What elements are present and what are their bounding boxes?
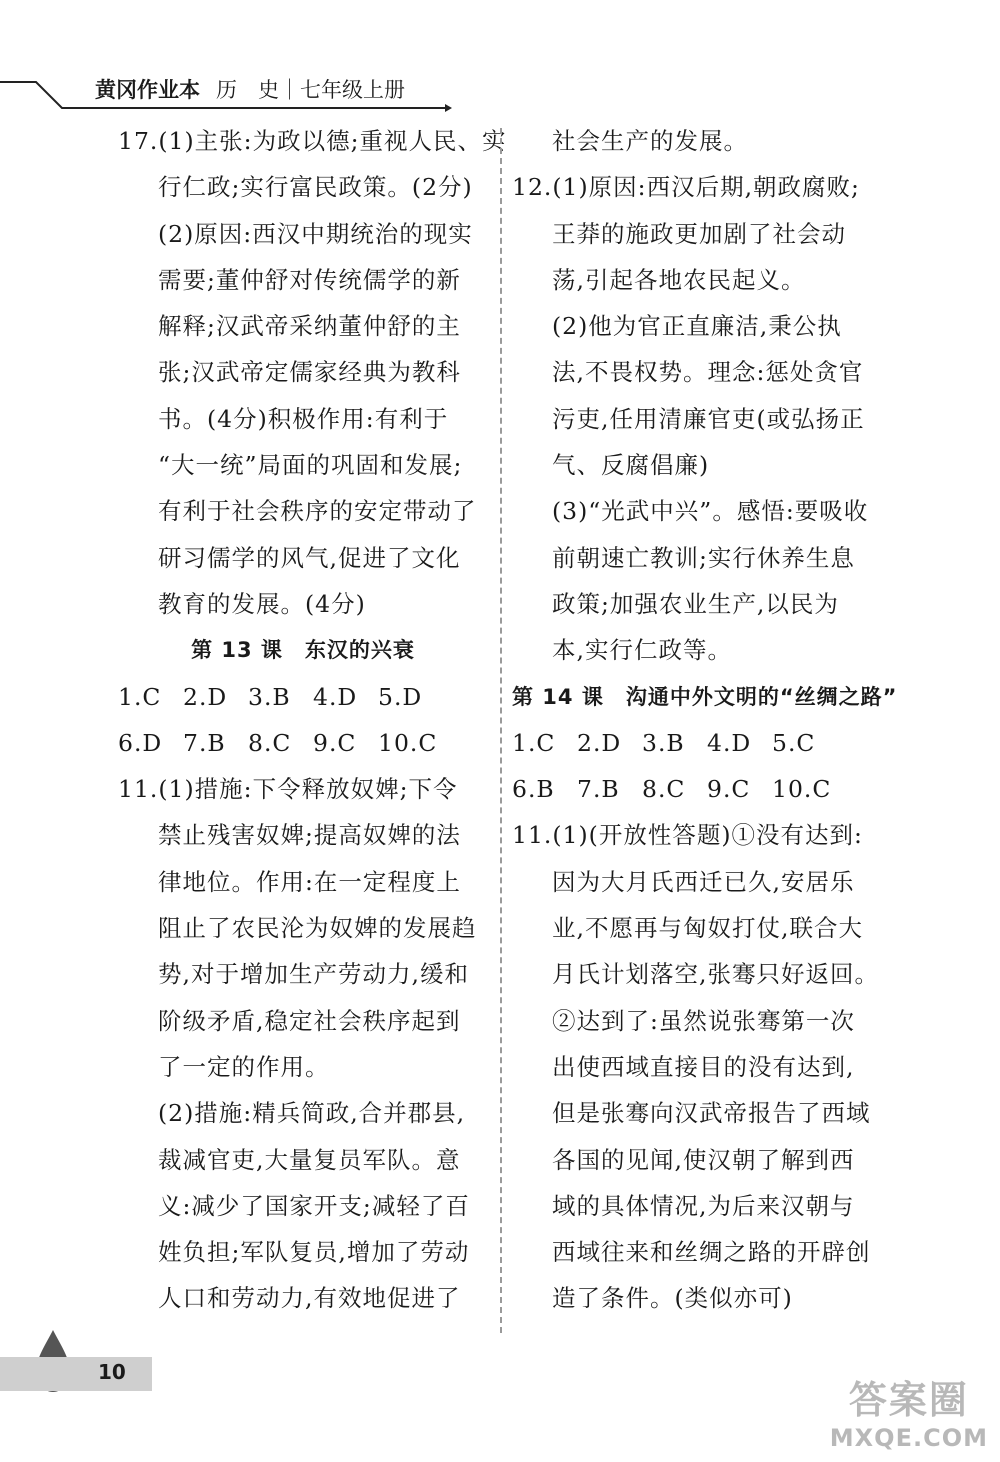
page-number: 10 xyxy=(98,1360,126,1384)
answer-line: 出使西域直接目的没有达到, xyxy=(552,1052,855,1081)
choice-answer: 3.B xyxy=(248,682,291,711)
choice-answer: 4.D xyxy=(313,682,358,711)
answer-line: 教育的发展。(4分) xyxy=(158,589,366,618)
answer-line: 研习儒学的风气,促进了文化 xyxy=(158,543,461,572)
choice-answers-row xyxy=(512,720,894,766)
choice-answer: 6.B xyxy=(512,775,555,804)
watermark-url: MXQE.COM xyxy=(829,1424,988,1452)
answer-line: 禁止残害奴婢;提高奴婢的法 xyxy=(158,821,461,850)
lesson-title: 东汉的兴衰 xyxy=(304,638,415,663)
choice-answer: 8.C xyxy=(642,775,686,804)
answer-line: 阶级矛盾,稳定社会秩序起到 xyxy=(158,1006,461,1035)
choice-answer: 10.C xyxy=(772,775,832,804)
answer-line: (2)他为官正直廉洁,秉公执 xyxy=(552,312,842,341)
choice-answers-row xyxy=(118,674,488,720)
choice-answer: 5.D xyxy=(378,682,423,711)
choice-answer: 9.C xyxy=(707,775,751,804)
answer-line: ②达到了:虽然说张骞第一次 xyxy=(552,1006,855,1035)
choice-answer: 9.C xyxy=(313,728,357,757)
choice-answer: 3.B xyxy=(642,728,685,757)
answer-line: 因为大月氏西迁已久,安居乐 xyxy=(552,867,855,896)
left-column xyxy=(118,118,507,1322)
answer-line: 书。(4分)积极作用:有利于 xyxy=(158,404,449,433)
answer-line: 义:减少了国家开支;减轻了百 xyxy=(158,1191,470,1220)
answer-line: 业,不愿再与匈奴打仗,联合大 xyxy=(552,914,863,943)
answer-line: 阻止了农民沦为奴婢的发展趋 xyxy=(158,914,477,943)
answer-line: 有利于社会秩序的安定带动了 xyxy=(158,497,477,526)
answer-line: 社会生产的发展。 xyxy=(552,127,748,155)
choice-answer: 2.D xyxy=(577,728,622,757)
right-column xyxy=(512,118,898,1322)
header-title xyxy=(95,74,405,104)
answer-line: 11.(1)措施:下令释放奴婢;下令 xyxy=(118,775,458,804)
choice-answer: 1.C xyxy=(118,682,162,711)
answer-line: 裁减官吏,大量复员军队。意 xyxy=(158,1145,461,1174)
lesson-heading xyxy=(118,627,488,673)
footer-bar xyxy=(0,1357,152,1391)
choice-answer: 7.B xyxy=(577,775,620,804)
watermark xyxy=(830,1369,988,1452)
answer-line: 造了条件。(类似亦可) xyxy=(552,1284,793,1313)
answer-line: 前朝速亡教训;实行休养生息 xyxy=(552,543,855,572)
answer-line: 张;汉武帝定儒家经典为教科 xyxy=(158,358,461,387)
answer-line: “大一统”局面的巩固和发展; xyxy=(158,451,463,480)
header-subject: 历 史｜七年级上册 xyxy=(216,78,405,102)
watermark-logo: 答案圈 xyxy=(848,1378,969,1422)
answer-line: 气、反腐倡廉) xyxy=(552,451,710,480)
answer-line: 政策;加强农业生产,以民为 xyxy=(552,589,839,618)
answer-line: 污吏,任用清廉官吏(或弘扬正 xyxy=(552,404,865,433)
answer-line: (2)原因:西汉中期统治的现实 xyxy=(158,219,473,248)
answer-line: 17.(1)主张:为政以德;重视人民、实 xyxy=(118,127,507,155)
lesson-number: 第 13 课 xyxy=(191,638,283,663)
answer-line: 各国的见闻,使汉朝了解到西 xyxy=(552,1145,855,1174)
choice-answer: 5.C xyxy=(772,728,816,757)
choice-answer: 7.B xyxy=(183,728,226,757)
lesson-title: 沟通中外文明的“丝绸之路” xyxy=(625,684,898,709)
answer-line: 王莽的施政更加剧了社会动 xyxy=(552,219,846,248)
answer-line: 需要;董仲舒对传统儒学的新 xyxy=(158,265,461,294)
answer-line: 本,实行仁政等。 xyxy=(552,636,732,665)
answer-line: 11.(1)(开放性答题)①没有达到: xyxy=(512,821,863,850)
answer-line: (3)“光武中兴”。感悟:要吸收 xyxy=(552,497,869,526)
answer-line: 荡,引起各地农民起义。 xyxy=(552,265,806,294)
answer-line: 月氏计划落空,张骞只好返回。 xyxy=(552,960,879,989)
choice-answer: 8.C xyxy=(248,728,292,757)
answer-line: 西域往来和丝绸之路的开辟创 xyxy=(552,1238,871,1267)
column-divider xyxy=(500,128,502,1333)
answer-line: 了一定的作用。 xyxy=(158,1052,330,1081)
choice-answer: 4.D xyxy=(707,728,752,757)
answer-line: 律地位。作用:在一定程度上 xyxy=(158,867,461,896)
choice-answer: 10.C xyxy=(378,728,438,757)
lesson-heading xyxy=(512,674,898,720)
answer-line: 但是张骞向汉武帝报告了西域 xyxy=(552,1099,871,1128)
answer-line: 法,不畏权势。理念:惩处贪官 xyxy=(552,358,864,387)
header-brand: 黄冈作业本 xyxy=(95,78,200,102)
choice-answer: 2.D xyxy=(183,682,228,711)
lesson-number: 第 14 课 xyxy=(512,684,604,709)
answer-line: 12.(1)原因:西汉后期,朝政腐败; xyxy=(512,173,860,202)
answer-line: 姓负担;军队复员,增加了劳动 xyxy=(158,1238,470,1267)
choice-answers-row xyxy=(512,766,894,812)
answer-line: 解释;汉武帝采纳董仲舒的主 xyxy=(158,312,461,341)
choice-answer: 1.C xyxy=(512,728,556,757)
answer-line: (2)措施:精兵简政,合并郡县, xyxy=(158,1099,466,1128)
page-header xyxy=(0,60,1000,120)
answer-line: 人口和劳动力,有效地促进了 xyxy=(158,1284,461,1313)
answer-line: 势,对于增加生产劳动力,缓和 xyxy=(158,960,469,989)
answer-line: 行仁政;实行富民政策。(2分) xyxy=(158,173,473,202)
choice-answer: 6.D xyxy=(118,728,163,757)
answer-line: 域的具体情况,为后来汉朝与 xyxy=(552,1191,855,1220)
choice-answers-row xyxy=(118,720,488,766)
